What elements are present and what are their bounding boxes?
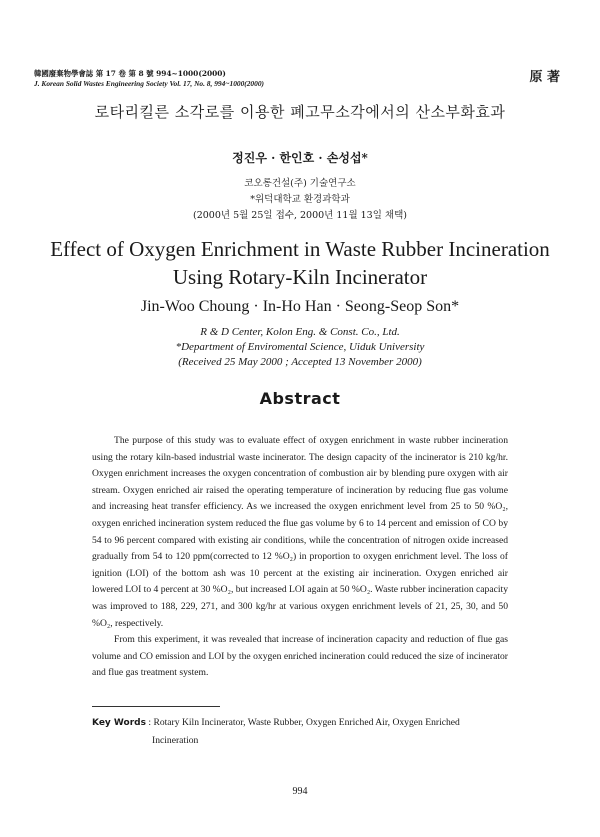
korean-affiliation-1: 코오롱건설(주) 기술연구소	[244, 178, 356, 189]
english-affiliations	[0, 325, 600, 370]
english-affiliation-2: *Department of Enviromental Science, Uiduk University	[175, 341, 425, 353]
abstract-paragraph-2: From this experiment, it was revealed that increase of incineration capacity and reduction of flue gas volume and CO emission and LOI by the oxygen enriched incineration could reduced the size of incinerator and flue gas treatment system.	[92, 634, 508, 679]
english-title	[0, 235, 600, 291]
korean-title: 로타리킬른 소각로를 이용한 폐고무소각에서의 산소부화효과	[94, 103, 506, 121]
abstract-paragraph-1: The purpose of this study was to evaluate effect of oxygen enrichment in waste rubber incineration using the rotary kiln-based industrial waste incinerator. The design capacity of the incinerator is 210 kg/hr. Oxygen enrichment increases the oxygen concentration of combustion air by blending pure oxygen with air stream. Oxygen enriched air raised the operating temperature of incineration by reducing flue gas volume and increasing heat transfer efficiency. As we increased the oxygen enrichment level from 25 to 50 %O₂, oxygen enriched incineration system reduced the flue gas volume by 6 to 14 percent and emission of CO by 54 to 96 percent compared with existing air conditions, while the concentration of nitrogen oxide increased gradually from 54 to 120 ppm(corrected to 12 %O₂) in proportion to oxygen enrichment level. The loss of ignition (LOI) of the bottom ash was 10 percent at the existing air incineration. Oxygen enriched air lowered LOI to 4 percent at 30 %O₂, but increased LOI again at 50 %O₂. Waste rubber incineration capacity was improved to 188, 229, 271, and 300 kg/hr at various oxygen enrichment levels of 21, 25, 30, and 50 %O₂, respectively.	[92, 435, 508, 629]
journal-citation-english: J. Korean Solid Wastes Engineering Society Vol. 17, No. 8, 994~1000(2000)	[34, 79, 264, 88]
section-tag: 原 著	[529, 70, 560, 85]
english-title-line-1: Effect of Oxygen Enrichment in Waste Rubber Incineration	[50, 237, 550, 261]
page-number: 994	[292, 786, 308, 797]
keywords-label: Key Words	[92, 718, 146, 728]
abstract-heading: Abstract	[259, 389, 341, 408]
keywords-divider	[92, 706, 220, 707]
abstract-body	[92, 433, 508, 682]
english-title-line-2: Using Rotary-Kiln Incinerator	[172, 265, 428, 289]
english-dates: (Received 25 May 2000 ; Accepted 13 November 2000)	[178, 356, 422, 368]
korean-affiliations	[0, 176, 600, 224]
korean-affiliation-2: *위덕대학교 환경과학과	[250, 194, 350, 205]
keywords-line-1: Rotary Kiln Incinerator, Waste Rubber, Oxygen Enriched Air, Oxygen Enriched	[153, 717, 460, 728]
keywords-separator: :	[148, 717, 152, 728]
journal-citation	[34, 69, 264, 89]
keywords-line-2: Incineration	[152, 735, 199, 746]
korean-dates: (2000년 5월 25일 접수, 2000년 11월 13일 채택)	[192, 210, 407, 221]
english-affiliation-1: R & D Center, Kolon Eng. & Const. Co., Ltd.	[200, 326, 400, 338]
korean-authors: 정진우 · 한인호 · 손성섭*	[232, 151, 368, 165]
english-authors: Jin-Woo Choung · In-Ho Han · Seong-Seop Son*	[140, 298, 460, 315]
journal-citation-korean: 韓國廢棄物學會誌 第 17 卷 第 8 號 994~1000(2000)	[34, 69, 226, 78]
keywords	[92, 714, 508, 749]
